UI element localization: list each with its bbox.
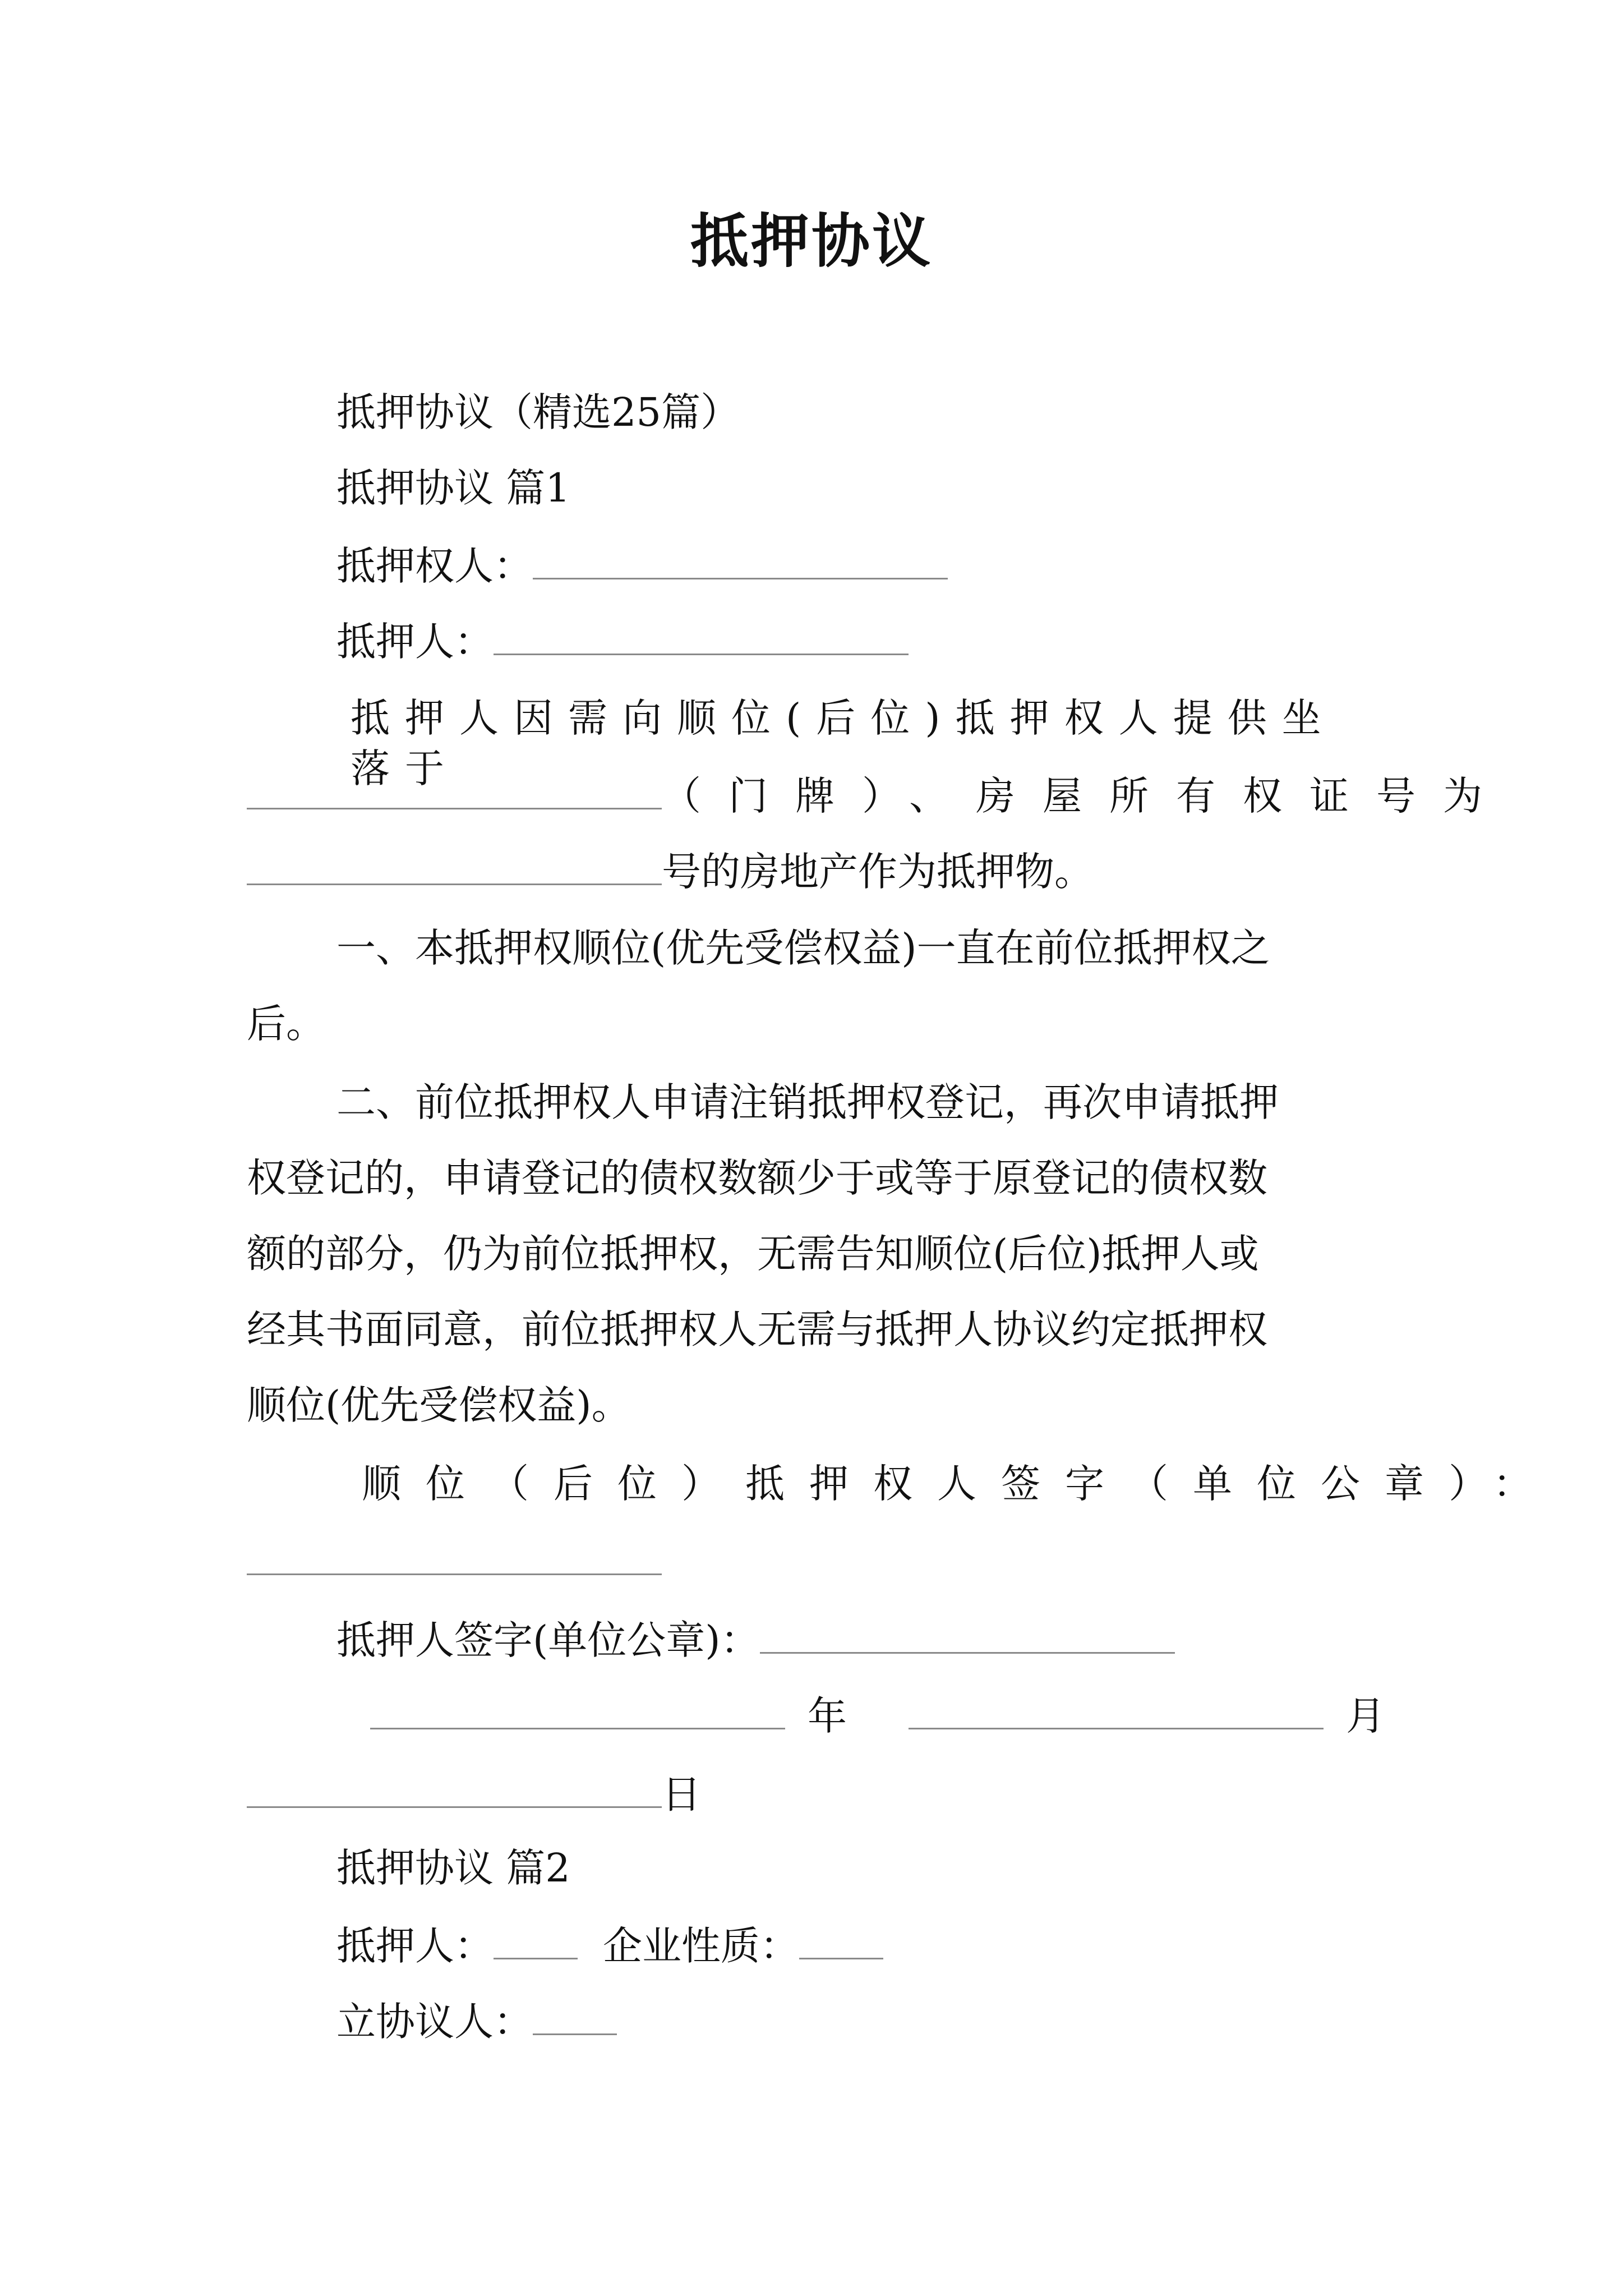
- mortgagor-signature-field: [336, 1613, 1175, 1665]
- mortgagor-signature-blank[interactable]: [760, 1613, 1175, 1654]
- document-title: 抵押协议: [690, 206, 933, 275]
- day-label: 日: [662, 1772, 701, 1818]
- agreement-party-field: [336, 1994, 617, 2047]
- clause-one-line-1: 一、本抵押权顺位(优先受偿权益)一直在前位抵押权之: [336, 925, 1270, 971]
- mortgagor-label-2: 抵押人：: [336, 1923, 494, 1969]
- mortgagee-blank[interactable]: [533, 539, 948, 579]
- date-line: [370, 1688, 1385, 1741]
- section-heading-1: 抵押协议 篇1: [336, 465, 570, 511]
- clause-two-line-4: 经其书面同意，前位抵押权人无需与抵押人协议约定抵押权: [247, 1306, 1267, 1352]
- agreement-party-blank[interactable]: [533, 1994, 617, 2035]
- day-blank[interactable]: [247, 1767, 662, 1808]
- section-heading-2: 抵押协议 篇2: [336, 1845, 570, 1891]
- junior-mortgagee-signature-blank[interactable]: [247, 1534, 662, 1575]
- certificate-line: [247, 844, 1094, 897]
- clause-two-line-1: 二、前位抵押权人申请注销抵押权登记，再次申请抵押: [336, 1079, 1279, 1125]
- certificate-text: 号的房地产作为抵押物。: [662, 849, 1094, 895]
- agreement-party-label: 立协议人：: [336, 1999, 533, 2045]
- location-blank[interactable]: [247, 769, 662, 809]
- junior-mortgagee-signature-label: 顺位（后位）抵押权人签字（单位公章）：: [362, 1461, 1557, 1507]
- year-blank[interactable]: [370, 1688, 785, 1729]
- enterprise-type-label: 企业性质：: [603, 1923, 799, 1969]
- clause-one-line-2: 后。: [247, 1001, 325, 1047]
- mortgagor-enterprise-field: [336, 1918, 883, 1971]
- certificate-blank[interactable]: [247, 844, 662, 885]
- location-line: [247, 769, 1510, 821]
- year-label: 年: [808, 1693, 847, 1739]
- mortgagor-label: 抵押人：: [336, 619, 494, 665]
- mortgagor-blank-2[interactable]: [494, 1918, 578, 1959]
- mortgagor-blank[interactable]: [494, 614, 909, 655]
- subtitle-line: 抵押协议（精选25篇）: [336, 389, 740, 435]
- location-text: （门牌）、房屋所有权证号为: [662, 773, 1510, 819]
- clause-two-line-3: 额的部分，仍为前位抵押权，无需告知顺位(后位)抵押人或: [247, 1231, 1259, 1277]
- enterprise-type-blank[interactable]: [799, 1918, 883, 1959]
- paragraph-text: 抵押人因需向顺位(后位)抵押权人提供坐落于: [351, 695, 1336, 792]
- junior-mortgagee-signature-field: [247, 1534, 662, 1587]
- mortgagor-field: [336, 614, 909, 667]
- clause-two-line-2: 权登记的，申请登记的债权数额少于或等于原登记的债权数: [247, 1155, 1267, 1201]
- mortgagee-label: 抵押权人：: [336, 543, 533, 589]
- month-blank[interactable]: [909, 1688, 1324, 1729]
- mortgagor-signature-label: 抵押人签字(单位公章)：: [336, 1617, 760, 1663]
- day-line: [247, 1767, 701, 1820]
- month-label: 月: [1346, 1693, 1385, 1739]
- mortgagee-field: [336, 539, 948, 591]
- clause-two-line-5: 顺位(优先受偿权益)。: [247, 1382, 631, 1428]
